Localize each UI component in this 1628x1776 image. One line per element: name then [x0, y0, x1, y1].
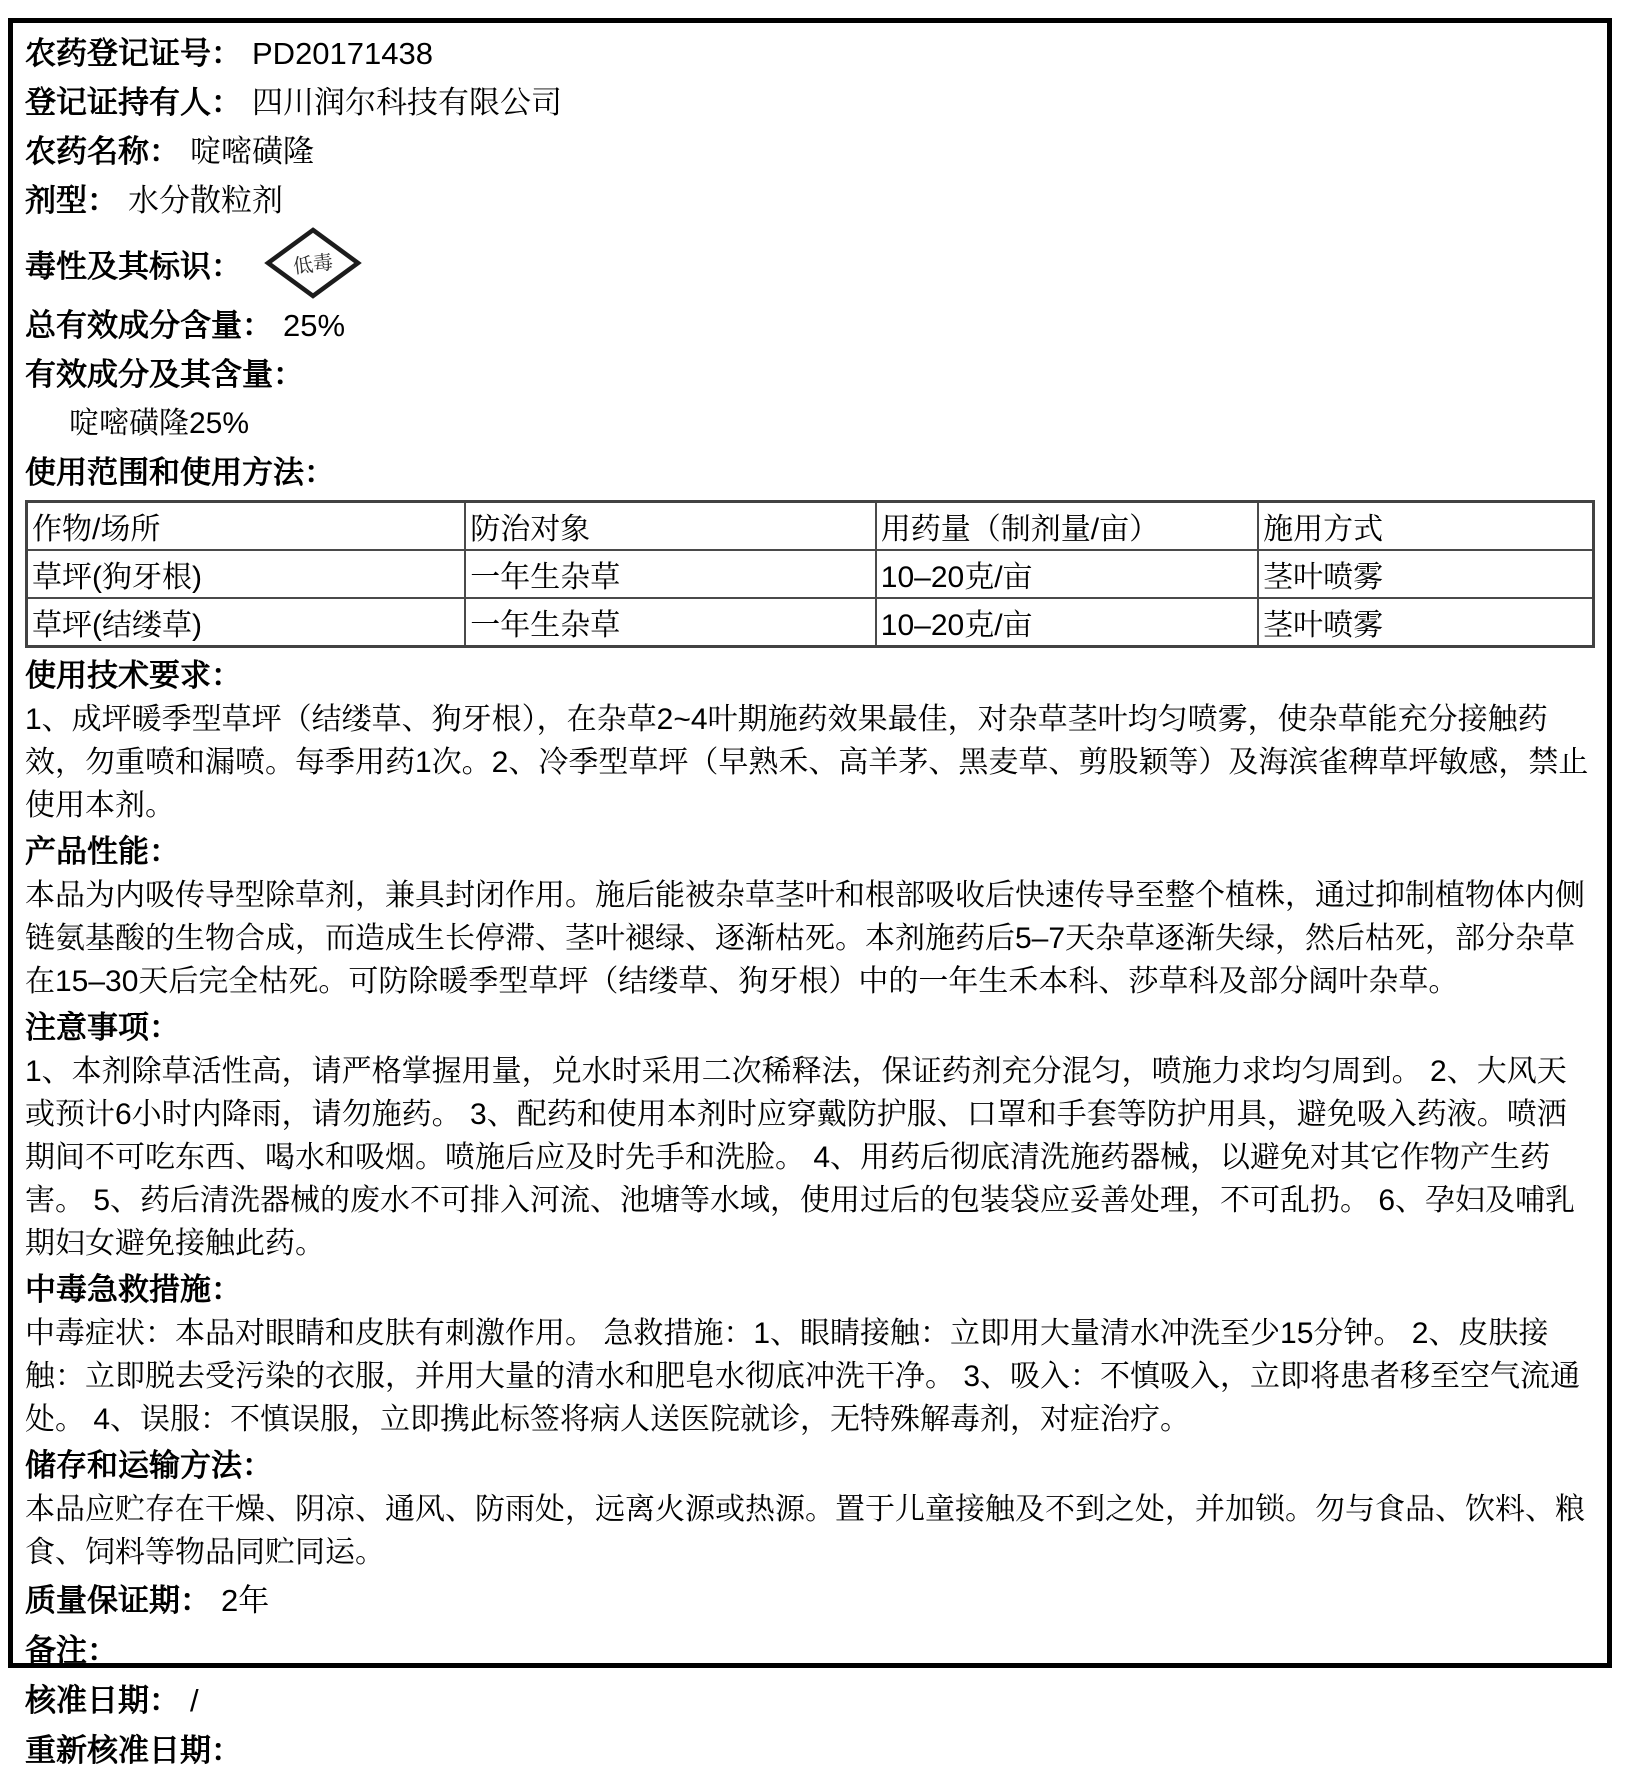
- field-label: 农药名称：: [25, 134, 180, 169]
- field-pesticide-name: [25, 127, 1595, 176]
- low-toxicity-diamond-icon: [264, 226, 362, 300]
- table-cell-crop: 草坪(结缕草): [27, 598, 466, 647]
- field-label: 毒性及其标识：: [25, 248, 242, 284]
- field-value: 啶嘧磺隆: [190, 134, 314, 169]
- field-value: 2年: [221, 1583, 270, 1618]
- field-label: 农药登记证号：: [25, 36, 242, 71]
- active-ingredient-item: 啶嘧磺隆25%: [69, 407, 250, 440]
- field-value: PD20171438: [252, 36, 433, 71]
- field-quality-guarantee-period: [25, 1576, 1595, 1626]
- field-label: 备注：: [25, 1633, 118, 1668]
- field-value: 25%: [283, 308, 346, 343]
- section-usage-technical-requirements: [25, 654, 1595, 827]
- section-precautions: [25, 1006, 1595, 1265]
- pesticide-registration-label: [8, 18, 1612, 1768]
- low-toxicity-badge-text: 低毒: [291, 251, 335, 279]
- usage-section-title: 使用范围和使用方法：: [25, 455, 335, 490]
- section-title: 使用技术要求：: [25, 658, 242, 693]
- table-cell-method: 茎叶喷雾: [1258, 598, 1593, 647]
- field-label: 质量保证期：: [25, 1583, 211, 1618]
- field-label: 核准日期：: [25, 1683, 180, 1718]
- field-label: 有效成分及其含量：: [25, 357, 304, 392]
- field-toxicity: [25, 225, 1595, 301]
- usage-table-header-method: 施用方式: [1258, 502, 1593, 551]
- section-body: 1、本剂除草活性高，请严格掌握用量，兑水时采用二次稀释法，保证药剂充分混匀，喷施力求均匀周到。 2、大风天或预计6小时内降雨，请勿施药。 3、配药和使用本剂时应穿戴防护服、口罩和手套等防护用具，避免吸入药液。喷洒期间不可吃东西、喝水和吸烟。喷施后应及时先手和洗脸。 4、用药后彻底清洗施药器械，以避免对其它作物产生药害。 5、药后清洗器械的废水不可排入河流、池塘等水域，使用过后的包装袋应妥善处理，不可乱扔。 6、孕妇及哺乳期妇女避免接触此药。: [25, 1055, 1576, 1260]
- table-cell-target: 一年生杂草: [465, 598, 876, 647]
- field-label: 剂型：: [25, 183, 118, 218]
- field-value: /: [190, 1683, 199, 1718]
- footer-fields: [25, 1576, 1595, 1776]
- section-product-performance: [25, 830, 1595, 1003]
- field-certificate-holder: [25, 78, 1595, 127]
- field-registration-number: [25, 29, 1595, 78]
- section-poisoning-first-aid: [25, 1268, 1595, 1441]
- field-value: 四川润尔科技有限公司: [252, 85, 562, 120]
- usage-table-header-target: 防治对象: [465, 502, 876, 551]
- usage-table-header-crop: 作物/场所: [27, 502, 466, 551]
- table-cell-target: 一年生杂草: [465, 550, 876, 598]
- field-total-active-content: [25, 301, 1595, 350]
- field-approval-date: [25, 1676, 1595, 1726]
- field-remarks: [25, 1626, 1595, 1676]
- field-label: 总有效成分含量：: [25, 308, 273, 343]
- section-body: 中毒症状：本品对眼睛和皮肤有刺激作用。 急救措施：1、眼睛接触：立即用大量清水冲洗至少15分钟。 2、皮肤接触：立即脱去受污染的衣服，并用大量的清水和肥皂水彻底冲洗干净。 3、吸入：不慎吸入，立即将患者移至空气流通处。 4、误服：不慎误服，立即携此标签将病人送医院就诊，无特殊解毒剂，对症治疗。: [25, 1317, 1581, 1436]
- field-label: 登记证持有人：: [25, 85, 242, 120]
- table-row: [27, 550, 1594, 598]
- table-cell-dosage: 10–20克/亩: [876, 550, 1258, 598]
- field-reapproval-date: [25, 1726, 1595, 1776]
- field-formulation: [25, 176, 1595, 225]
- table-cell-method: 茎叶喷雾: [1258, 550, 1593, 598]
- section-body: 本品为内吸传导型除草剂，兼具封闭作用。施后能被杂草茎叶和根部吸收后快速传导至整个植株，通过抑制植物体内侧链氨基酸的生物合成，而造成生长停滞、茎叶褪绿、逐渐枯死。本剂施药后5–7天杂草逐渐失绿，然后枯死，部分杂草在15–30天后完全枯死。可防除暖季型草坪（结缕草、狗牙根）中的一年生禾本科、莎草科及部分阔叶杂草。: [25, 879, 1585, 998]
- table-cell-crop: 草坪(狗牙根): [27, 550, 466, 598]
- section-body: 本品应贮存在干燥、阴凉、通风、防雨处，远离火源或热源。置于儿童接触及不到之处，并加锁。勿与食品、饮料、粮食、饲料等物品同贮同运。: [25, 1493, 1585, 1569]
- usage-table: [25, 500, 1595, 648]
- section-title: 中毒急救措施：: [25, 1272, 242, 1307]
- table-row: [27, 598, 1594, 647]
- section-title: 产品性能：: [25, 834, 180, 869]
- table-cell-dosage: 10–20克/亩: [876, 598, 1258, 647]
- field-label: 重新核准日期：: [25, 1733, 242, 1768]
- usage-table-header-row: [27, 502, 1594, 551]
- field-active-ingredients-label: [25, 350, 1595, 399]
- usage-table-header-dosage: 用药量（制剂量/亩）: [876, 502, 1258, 551]
- section-body: 1、成坪暖季型草坪（结缕草、狗牙根），在杂草2~4叶期施药效果最佳，对杂草茎叶均匀喷雾，使杂草能充分接触药效，勿重喷和漏喷。每季用药1次。2、冷季型草坪（早熟禾、高羊茅、黑麦草、剪股颖等）及海滨雀稗草坪敏感，禁止使用本剂。: [25, 703, 1589, 822]
- section-title: 储存和运输方法：: [25, 1448, 273, 1483]
- section-title: 注意事项：: [25, 1010, 180, 1045]
- field-value: 水分散粒剂: [128, 183, 283, 218]
- section-storage-transport: [25, 1444, 1595, 1574]
